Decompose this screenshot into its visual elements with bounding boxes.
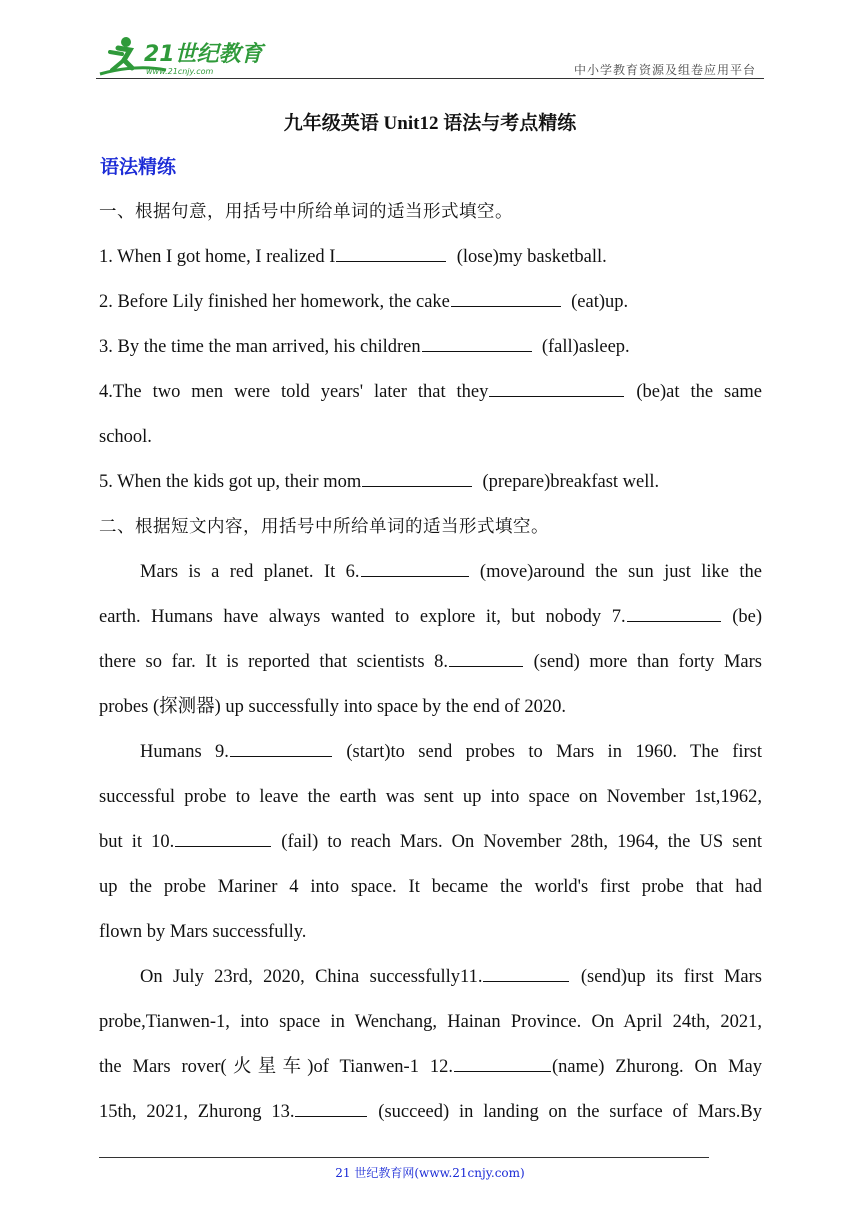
passage-line: 15th, 2021, Zhurong 13. (succeed) in landing on the surface of Mars.By	[99, 1090, 762, 1135]
passage-line: there so far. It is reported that scientists 8. (send) more than forty Mars	[99, 640, 762, 685]
answer-blank-2[interactable]	[451, 288, 561, 307]
passage-line: Humans 9. (start)to send probes to Mars in 1960. The first	[99, 730, 762, 775]
answer-blank-9[interactable]	[230, 738, 332, 757]
question-4-continued: school.	[99, 427, 152, 447]
question-1: 1. When I got home, I realized I (lose)my basketball.	[99, 235, 762, 280]
answer-blank-5[interactable]	[362, 468, 472, 487]
question-2: 2. Before Lily finished her homework, the cake (eat)up.	[99, 280, 762, 325]
document-title: 九年级英语 Unit12 语法与考点精练	[283, 113, 577, 134]
logo	[96, 34, 266, 78]
answer-blank-6[interactable]	[361, 558, 469, 577]
header-divider	[96, 78, 764, 79]
answer-blank-4[interactable]	[489, 378, 624, 397]
page-footer: 21 世纪教育网(www.21cnjy.com)	[335, 1166, 525, 1180]
exercise-body	[99, 190, 762, 1135]
answer-blank-7[interactable]	[627, 603, 721, 622]
passage-line: flown by Mars successfully.	[99, 922, 307, 942]
answer-blank-11[interactable]	[483, 963, 569, 982]
svg-text:21世纪教育: 21世纪教育	[144, 42, 263, 67]
part2-heading: 二、根据短文内容，用括号中所给单词的适当形式填空。	[99, 517, 549, 537]
question-3: 3. By the time the man arrived, his children (fall)asleep.	[99, 325, 762, 370]
answer-blank-13[interactable]	[295, 1098, 367, 1117]
page-header	[96, 30, 764, 80]
answer-blank-1[interactable]	[336, 243, 446, 262]
answer-blank-3[interactable]	[422, 333, 532, 352]
passage-line: earth. Humans have always wanted to explore it, but nobody 7. (be)	[99, 595, 762, 640]
passage-line: probes (探测器) up successfully into space by the end of 2020.	[99, 697, 567, 717]
passage-line: Mars is a red planet. It 6. (move)around the sun just like the	[99, 550, 762, 595]
platform-name: 中小学教育资源及组卷应用平台	[573, 63, 756, 77]
answer-blank-12[interactable]	[454, 1053, 551, 1072]
answer-blank-8[interactable]	[449, 648, 523, 667]
svg-text:www.21cnjy.com: www.21cnjy.com	[146, 67, 214, 76]
section-heading: 语法精练	[100, 156, 177, 178]
passage-line: the Mars rover(火星车)of Tianwen-1 12. (name) Zhurong. On May	[99, 1045, 762, 1090]
passage-line: successful probe to leave the earth was sent up into space on November 1st,1962,	[99, 787, 762, 807]
passage-line: On July 23rd, 2020, China successfully11. (send)up its first Mars	[99, 955, 762, 1000]
passage-line: probe,Tianwen-1, into space in Wenchang, Hainan Province. On April 24th, 2021,	[99, 1012, 762, 1032]
passage-line: up the probe Mariner 4 into space. It became the world's first probe that had	[99, 877, 762, 897]
passage-line: but it 10. (fail) to reach Mars. On November 28th, 1964, the US sent	[99, 820, 762, 865]
question-4: 4.The two men were told years' later that they (be)at the same	[99, 370, 762, 415]
answer-blank-10[interactable]	[175, 828, 271, 847]
footer-divider	[99, 1157, 709, 1158]
question-5: 5. When the kids got up, their mom (prepare)breakfast well.	[99, 460, 762, 505]
part1-heading: 一、根据句意，用括号中所给单词的适当形式填空。	[99, 202, 513, 222]
